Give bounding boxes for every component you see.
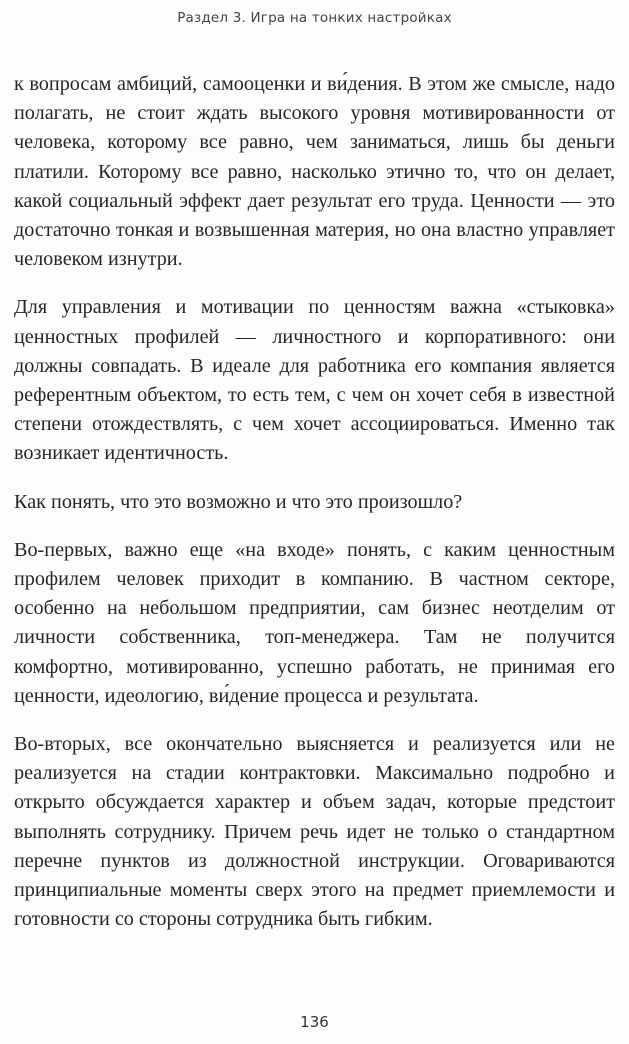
running-header: Раздел 3. Игра на тонких настройках bbox=[177, 10, 452, 26]
paragraph: Во-первых, важно еще «на входе» понять, с каким ценностным профилем человек приходит в компанию. В частном секторе, особенно на небольшом предприятии, сам бизнес неотделим от личности собственника, топ-менеджера. Там не получится комфортно, мотивированно, успешно работать, не принимая его ценности, идеологию, ви́дение процесса и результата. bbox=[14, 538, 615, 707]
body-text bbox=[14, 70, 615, 953]
page-number: 136 bbox=[300, 1013, 329, 1031]
paragraph: к вопросам амбиций, самооценки и ви́дения. В этом же смысле, надо полагать, не стоит ждать высокого уровня мотивированности от человека, которому все равно, чем заниматься, лишь бы деньги платили. Которому все равно, насколько этично то, что он делает, какой социальный эффект дает результат его труда. Ценности — это достаточно тонкая и возвышенная материя, но она властно управляет человеком изнутри. bbox=[14, 73, 615, 271]
paragraph: Для управления и мотивации по ценностям важна «стыковка» ценностных профилей — личностного и корпоративного: они должны совпадать. В идеале для работника его компания является референтным объектом, то есть тем, с чем он хочет себя в известной степени отождествлять, с чем хочет ассоциироваться. Именно так возникает идентичность. bbox=[14, 296, 615, 465]
paragraph: Как понять, что это возможно и что это произошло? bbox=[14, 490, 463, 513]
paragraph: Во-вторых, все окончательно выясняется и реализуется или не реализуется на стадии контрактовки. Максимально подробно и открыто обсуждается характер и объем задач, которые предстоит выполнять сотруднику. Причем речь идет не только о стандартном перечне пунктов из должностной инструкции. Оговариваются принципиальные моменты сверх этого на предмет приемлемости и готовности со стороны сотрудника быть гибким. bbox=[14, 733, 615, 931]
